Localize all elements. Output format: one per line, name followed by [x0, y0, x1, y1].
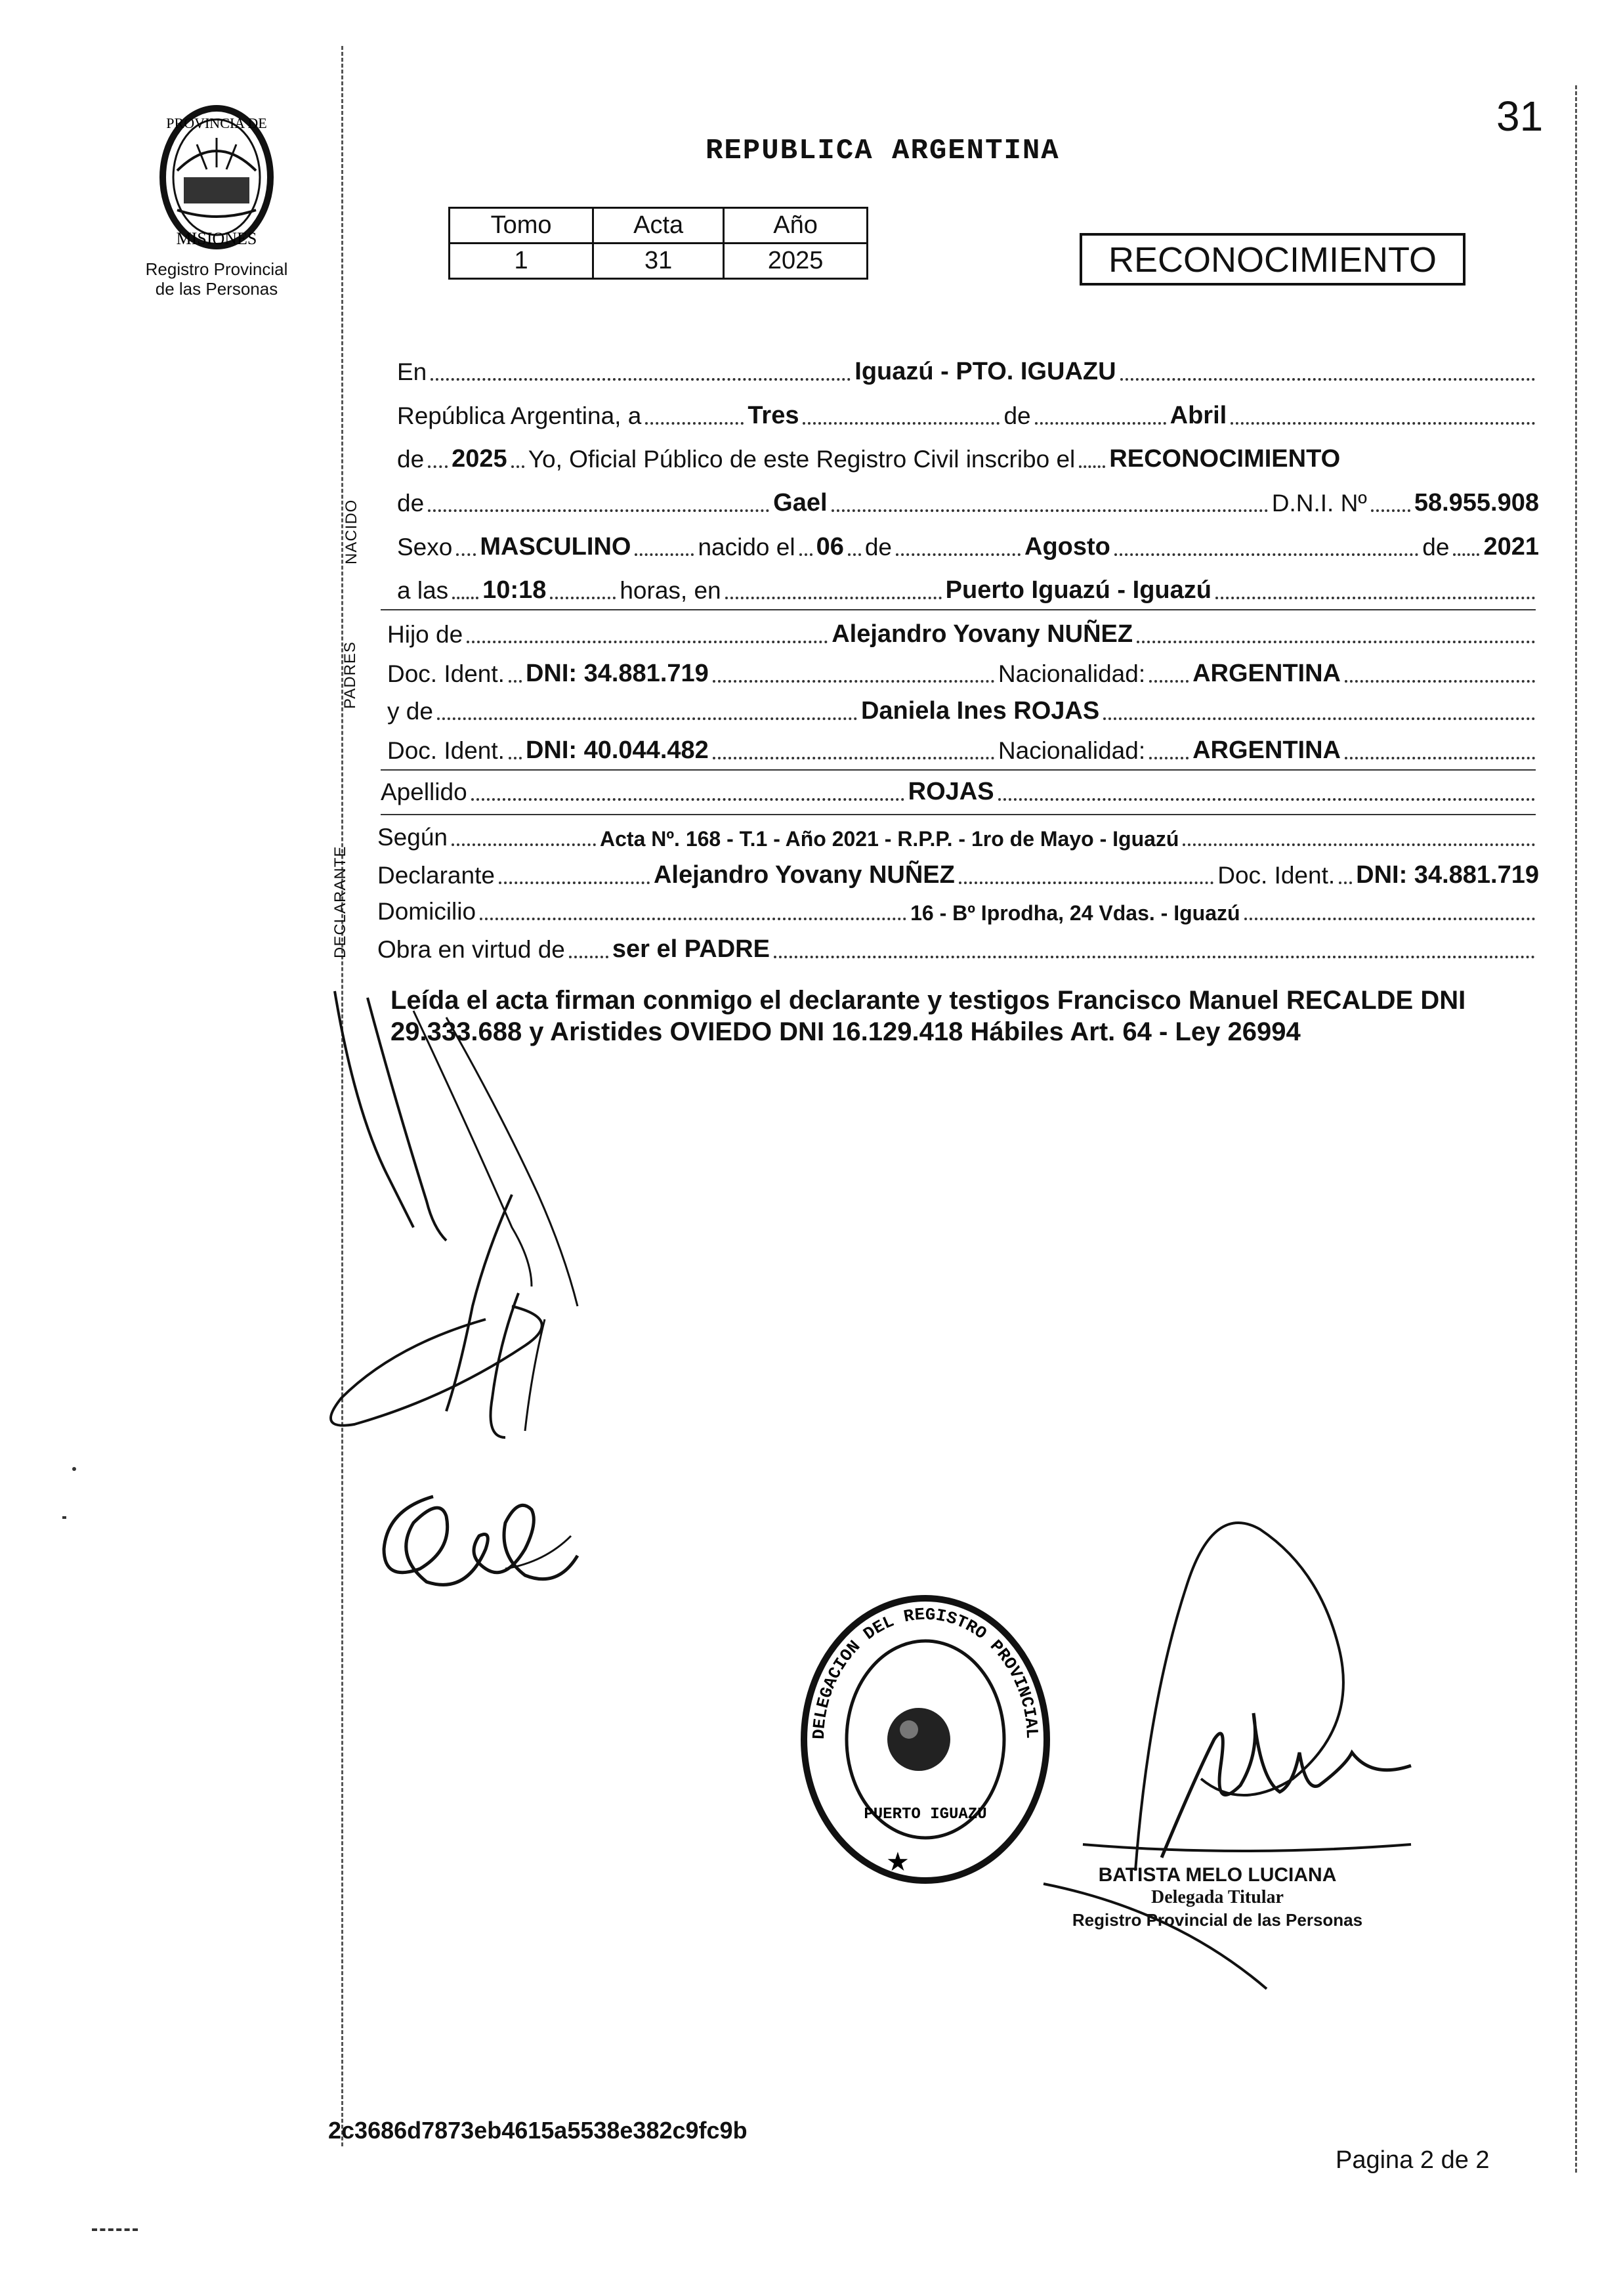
- value-domicilio: 16 - Bº Iprodha, 24 Vdas. - Iguazú: [910, 901, 1240, 925]
- record-table-value-row: [450, 244, 868, 279]
- value-nombre: Gael: [773, 489, 828, 517]
- dots: [1244, 918, 1535, 920]
- header-acta: Acta: [593, 208, 724, 244]
- label-nacido-el: nacido el: [698, 534, 795, 561]
- closing-statement: Leída el acta firman conmigo el declarante y testigos Francisco Manuel RECALDE DNI 29.333.688 y Aristides OVIEDO DNI 16.129.418 Hábiles Art. 64 - Ley 26994: [390, 986, 1466, 1046]
- dots: [509, 757, 522, 759]
- scan-speck: [62, 1516, 66, 1519]
- document-hash: 2c3686d7873eb4615a5538e382c9fc9b: [328, 2117, 748, 2144]
- dots: [452, 843, 596, 846]
- row-nombre: [397, 489, 1539, 517]
- dots: [848, 553, 861, 556]
- official-block: [1057, 1864, 1378, 1931]
- dots: [645, 422, 744, 425]
- value-padre-doc: DNI: 34.881.719: [525, 660, 709, 687]
- value-lugar: Puerto Iguazú - Iguazú: [945, 576, 1212, 604]
- row-sexo: [397, 533, 1539, 561]
- dots: [832, 509, 1268, 512]
- dots: [511, 465, 524, 468]
- dots: [428, 465, 448, 468]
- row-madre-doc: [387, 736, 1539, 765]
- value-tomo: 1: [450, 244, 593, 279]
- dots: [1137, 641, 1535, 643]
- logo-caption-line2: de las Personas: [155, 279, 278, 299]
- page-indicator: Pagina 2 de 2: [1336, 2146, 1490, 2174]
- label-declarante: Declarante: [377, 862, 495, 889]
- value-madre-nacionalidad: ARGENTINA: [1192, 736, 1341, 764]
- dots: [428, 509, 769, 512]
- record-table-header-row: [450, 208, 868, 244]
- value-sexo: MASCULINO: [480, 533, 631, 561]
- dots: [1120, 378, 1535, 381]
- label-doc-ident: Doc. Ident.: [387, 737, 505, 764]
- section-divider: [381, 609, 1536, 610]
- value-anio: 2025: [452, 445, 507, 473]
- official-stamp: [782, 1574, 1063, 1890]
- label-de: de: [1422, 534, 1450, 561]
- section-divider: [381, 769, 1536, 771]
- row-segun: [377, 824, 1539, 851]
- label-republica: República Argentina, a: [397, 402, 642, 429]
- label-segun: Según: [377, 824, 448, 851]
- section-divider: [381, 814, 1536, 815]
- record-table: [448, 207, 868, 280]
- dots: [467, 641, 828, 643]
- witness-signature: [374, 1483, 591, 1595]
- scan-speck: [72, 1467, 76, 1471]
- header-anio: Año: [724, 208, 868, 244]
- value-declarante-doc: DNI: 34.881.719: [1356, 861, 1539, 889]
- side-label-nacido: NACIDO: [343, 499, 360, 564]
- dots: [1035, 422, 1166, 425]
- value-en: Iguazú - PTO. IGUAZU: [854, 358, 1116, 385]
- dots: [1345, 680, 1535, 683]
- value-dia: Tres: [748, 402, 799, 429]
- dots: [569, 956, 608, 958]
- registro-logo: [131, 92, 302, 299]
- dots: [998, 798, 1535, 801]
- dots: [1231, 422, 1535, 425]
- label-de: de: [397, 490, 425, 517]
- value-anio: 2025: [724, 244, 868, 279]
- seal-bottom-text: MISIONES: [176, 229, 257, 248]
- value-inscribo: RECONOCIMIENTO: [1109, 445, 1341, 473]
- official-title: Delegada Titular: [1151, 1887, 1284, 1907]
- dots: [1183, 843, 1535, 846]
- value-apellido: ROJAS: [908, 778, 994, 805]
- dots: [480, 918, 906, 920]
- value-declarante: Alejandro Yovany NUÑEZ: [653, 861, 955, 889]
- seal-top-text: PROVINCIA DE: [166, 115, 267, 131]
- dots: [1149, 757, 1189, 759]
- label-de: de: [1003, 402, 1031, 429]
- label-horas-en: horas, en: [620, 577, 721, 604]
- label-a-las: a las: [397, 577, 449, 604]
- side-label-declarante: DECLARANTE: [331, 845, 349, 958]
- value-nac-dia: 06: [816, 533, 844, 561]
- row-hora: [397, 576, 1539, 605]
- dots: [1149, 680, 1189, 683]
- label-nacionalidad: Nacionalidad:: [998, 660, 1146, 687]
- value-obra: ser el PADRE: [612, 935, 770, 963]
- dots: [550, 597, 616, 599]
- declarante-signature: [315, 978, 617, 1464]
- label-doc-ident: Doc. Ident.: [1217, 862, 1336, 889]
- row-republica: [397, 402, 1539, 430]
- row-apellido: [381, 778, 1539, 806]
- value-padre-nacionalidad: ARGENTINA: [1192, 660, 1341, 687]
- row-y-de: [387, 697, 1539, 725]
- dots: [635, 553, 694, 556]
- dots: [1103, 717, 1535, 720]
- label-dni: D.N.I. Nº: [1271, 490, 1367, 517]
- row-anio-inscribo: [397, 445, 1539, 473]
- dots: [1345, 757, 1535, 759]
- dots: [1215, 597, 1535, 599]
- value-mes: Abril: [1170, 402, 1227, 429]
- dots: [799, 553, 812, 556]
- label-y-de: y de: [387, 698, 433, 725]
- row-obra: [377, 935, 1539, 964]
- row-en: [397, 358, 1539, 386]
- dots: [896, 553, 1021, 556]
- label-nacionalidad: Nacionalidad:: [998, 737, 1146, 764]
- dots: [431, 378, 851, 381]
- dots: [1339, 882, 1352, 884]
- stamp-ring-text: DELEGACION DEL REGISTRO PROVINCIAL DE LAS PERSONAS: [782, 1574, 1042, 1740]
- value-hora: 10:18: [482, 576, 547, 604]
- value-madre-doc: DNI: 40.044.482: [525, 736, 709, 764]
- dots: [452, 597, 478, 599]
- stamp-star-icon: ★: [886, 1848, 910, 1877]
- label-yo: Yo, Oficial Público de este Registro Civil inscribo el: [528, 446, 1076, 473]
- dots: [509, 680, 522, 683]
- page-number: 31: [1496, 93, 1544, 140]
- label-sexo: Sexo: [397, 534, 453, 561]
- header-tomo: Tomo: [450, 208, 593, 244]
- scan-speck: [92, 2228, 138, 2234]
- dots: [803, 422, 1000, 425]
- record-type-box: RECONOCIMIENTO: [1080, 233, 1465, 286]
- dots: [713, 680, 994, 683]
- dots: [1453, 553, 1479, 556]
- dots: [456, 553, 476, 556]
- dots: [713, 757, 994, 759]
- value-acta: 31: [593, 244, 724, 279]
- dots: [1079, 465, 1105, 468]
- label-hijo-de: Hijo de: [387, 621, 463, 648]
- side-label-padres: PADRES: [341, 641, 359, 709]
- value-dni: 58.955.908: [1414, 489, 1539, 517]
- row-domicilio: [377, 898, 1539, 925]
- value-segun: Acta Nº. 168 - T.1 - Año 2021 - R.P.P. - 1ro de Mayo - Iguazú: [600, 827, 1179, 851]
- dots: [471, 798, 904, 801]
- right-margin-line: [1575, 85, 1577, 2173]
- dots: [725, 597, 942, 599]
- label-de: de: [397, 446, 425, 473]
- logo-caption-line1: Registro Provincial: [145, 259, 288, 279]
- label-de: de: [864, 534, 892, 561]
- label-apellido: Apellido: [381, 778, 467, 805]
- country-title: REPUBLICA ARGENTINA: [706, 135, 1060, 167]
- label-en: En: [397, 358, 427, 385]
- label-domicilio: Domicilio: [377, 898, 476, 925]
- dots: [1114, 553, 1418, 556]
- official-name: BATISTA MELO LUCIANA: [1098, 1864, 1337, 1886]
- label-doc-ident: Doc. Ident.: [387, 660, 505, 687]
- stamp-inner-text: PUERTO IGUAZU: [864, 1806, 987, 1823]
- value-madre: Daniela Ines ROJAS: [860, 697, 1100, 725]
- official-office: Registro Provincial de las Personas: [1072, 1910, 1363, 1930]
- dots: [774, 956, 1535, 958]
- row-declarante: [377, 861, 1539, 889]
- value-nac-anio: 2021: [1483, 533, 1539, 561]
- provincia-seal-icon: [131, 92, 302, 256]
- value-padre: Alejandro Yovany NUÑEZ: [832, 620, 1133, 648]
- row-padre-doc: [387, 660, 1539, 688]
- label-obra: Obra en virtud de: [377, 936, 565, 963]
- row-hijo-de: [387, 620, 1539, 648]
- dots: [1371, 509, 1410, 512]
- dots: [959, 882, 1213, 884]
- dots: [437, 717, 857, 720]
- value-nac-mes: Agosto: [1024, 533, 1110, 561]
- dots: [499, 882, 650, 884]
